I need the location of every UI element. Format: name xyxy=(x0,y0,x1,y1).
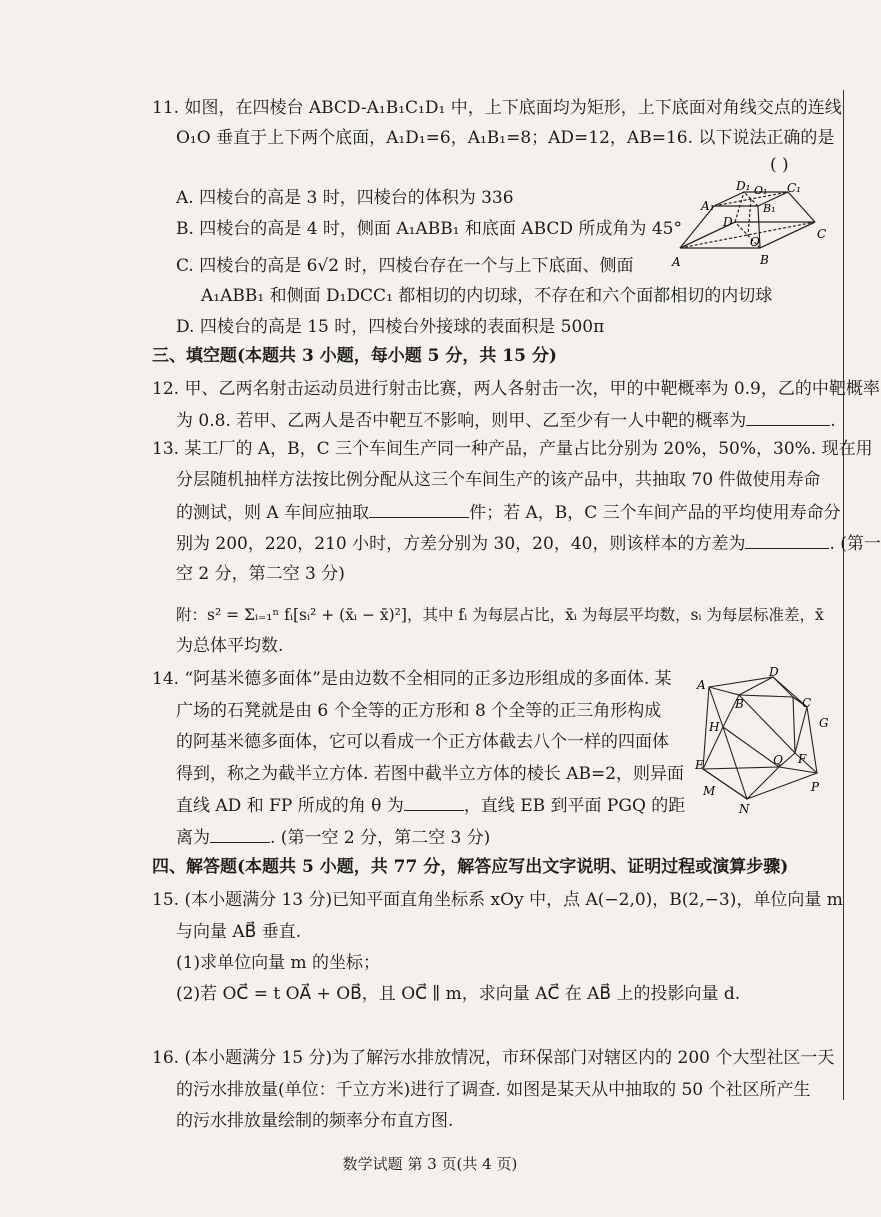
q16-line-2: 的污水排放量(单位：千立方米)进行了调查. 如图是某天从中抽取的 50 个社区所产生 xyxy=(176,1080,811,1100)
q14-line-2: 广场的石凳就是由 6 个全等的正方形和 8 个全等的正三角形构成 xyxy=(176,701,662,721)
cubo-label-p: P xyxy=(811,780,820,794)
q14-line-1: 14. “阿基米德多面体”是由边数不全相同的正多边形组成的多面体. 某 xyxy=(152,669,672,689)
frustum-label-o1: O₁ xyxy=(754,184,768,197)
q14-line-5 xyxy=(176,794,685,817)
q12-answer-blank[interactable] xyxy=(746,409,830,426)
cubo-label-h: H xyxy=(709,720,720,734)
q13-formula-note-2: 为总体平均数. xyxy=(176,636,284,656)
cubo-label-e: E xyxy=(695,758,704,772)
frustum-label-a1: A₁ xyxy=(701,199,715,213)
q11-option-b: B. 四棱台的高是 4 时，侧面 A₁ABB₁ 和底面 ABCD 所成角为 45° xyxy=(176,219,682,239)
q13-answer-blank-1[interactable] xyxy=(369,501,469,518)
cubo-label-n: N xyxy=(739,802,750,816)
q13-formula-note: 附：s² = Σᵢ₌₁ⁿ fᵢ[sᵢ² + (x̄ᵢ − x̄)²]，其中 fᵢ 为每层占比，x̄ᵢ 为每层平均数，sᵢ 为每层标准差，x̄ xyxy=(176,606,824,624)
q13-line-3-text-b: 件；若 A，B，C 三个车间产品的平均使用寿命分 xyxy=(469,503,841,523)
frustum-label-o: O xyxy=(750,235,760,249)
cubo-label-d: D xyxy=(769,665,779,679)
q11-line-1: 11. 如图，在四棱台 ABCD-A₁B₁C₁D₁ 中，上下底面均为矩形，上下底面对角线交点的连线 xyxy=(152,98,842,118)
cubo-label-a: A xyxy=(697,678,706,692)
q11-option-a: A. 四棱台的高是 3 时，四棱台的体积为 336 xyxy=(176,188,514,208)
cubo-label-g: G xyxy=(819,716,829,730)
q13-line-5: 空 2 分，第二空 3 分) xyxy=(176,564,345,584)
cuboctahedron-figure xyxy=(695,665,830,815)
right-margin-rule xyxy=(843,90,844,1100)
frustum-label-b: B xyxy=(760,253,769,267)
q15-line-1: 15. (本小题满分 13 分)已知平面直角坐标系 xOy 中，点 A(−2,0)，B(2,−3)，单位向量 m xyxy=(152,890,843,910)
q15-part-2: (2)若 OC⃗ = t OA⃗ + OB⃗，且 OC⃗ ∥ m，求向量 AC⃗ 在 AB⃗ 上的投影向量 d. xyxy=(176,984,741,1004)
cubo-label-q: Q xyxy=(773,753,783,767)
q13-line-3 xyxy=(176,501,841,524)
frustum-label-c1: C₁ xyxy=(787,181,801,195)
q16-line-3: 的污水排放量绘制的频率分布直方图. xyxy=(176,1111,454,1131)
q13-answer-blank-2[interactable] xyxy=(745,532,829,549)
q13-line-4 xyxy=(176,532,881,555)
q14-line-5-text-a: 直线 AD 和 FP 所成的角 θ 为 xyxy=(176,796,404,816)
q12-line-2 xyxy=(176,409,836,432)
q13-line-4-text-b: . (第一 xyxy=(829,534,881,554)
frustum-label-a: A xyxy=(672,255,681,269)
q14-line-6 xyxy=(176,826,490,849)
q11-option-d: D. 四棱台的高是 15 时，四棱台外接球的表面积是 500π xyxy=(176,317,605,337)
q14-line-3: 的阿基米德多面体，它可以看成一个正方体截去八个一样的四面体 xyxy=(176,732,669,752)
frustum-label-b1: B₁ xyxy=(763,202,776,215)
cubo-label-c: C xyxy=(802,696,812,710)
q13-line-2: 分层随机抽样方法按比例分配从这三个车间生产的该产品中，共抽取 70 件做使用寿命 xyxy=(176,470,821,490)
q11-answer-paren: ( ) xyxy=(770,155,789,175)
q15-line-2: 与向量 AB⃗ 垂直. xyxy=(176,922,302,942)
q14-line-4: 得到，称之为截半立方体. 若图中截半立方体的棱长 AB=2，则异面 xyxy=(176,764,685,784)
q14-answer-blank-1[interactable] xyxy=(404,794,464,811)
section-4-title: 四、解答题(本题共 5 小题，共 77 分，解答应写出文字说明、证明过程或演算步骤) xyxy=(152,857,789,877)
q14-line-6-text-b: . (第一空 2 分，第二空 3 分) xyxy=(270,828,491,848)
q13-line-1: 13. 某工厂的 A，B，C 三个车间生产同一种产品，产量占比分别为 20%，50%，30%. 现在用 xyxy=(152,439,873,459)
q11-option-c-line-1: C. 四棱台的高是 6√2 时，四棱台存在一个与上下底面、侧面 xyxy=(176,256,634,276)
q15-part-1: (1)求单位向量 m 的坐标； xyxy=(176,953,381,973)
frustum-label-c: C xyxy=(817,227,827,241)
q14-answer-blank-2[interactable] xyxy=(210,826,270,843)
cubo-label-m: M xyxy=(703,784,716,798)
q16-line-1: 16. (本小题满分 15 分)为了解污水排放情况，市环保部门对辖区内的 200 个大型社区一天 xyxy=(152,1048,835,1068)
cubo-label-f: F xyxy=(798,752,807,766)
frustum-label-d1: D₁ xyxy=(736,179,751,193)
q12-line-2-text: 为 0.8. 若甲、乙两人是否中靶互不影响，则甲、乙至少有一人中靶的概率为 xyxy=(176,411,747,431)
frustum-figure xyxy=(670,180,830,272)
q14-line-6-text-a: 离为 xyxy=(176,828,210,848)
q11-line-2: O₁O 垂直于上下两个底面，A₁D₁=6，A₁B₁=8；AD=12，AB=16. 以下说法正确的是 xyxy=(176,128,835,148)
q12-line-2-end: . xyxy=(830,411,836,431)
q11-option-c-line-2: A₁ABB₁ 和侧面 D₁DCC₁ 都相切的内切球，不存在和六个面都相切的内切球 xyxy=(201,286,773,306)
q12-line-1: 12. 甲、乙两名射击运动员进行射击比赛，两人各射击一次，甲的中靶概率为 0.9，乙的中靶概率 xyxy=(152,379,880,399)
q13-line-3-text-a: 的测试，则 A 车间应抽取 xyxy=(176,503,370,523)
frustum-label-d: D xyxy=(723,215,733,229)
page-footer: 数学试题 第 3 页(共 4 页) xyxy=(342,1155,518,1173)
cubo-label-b: B xyxy=(735,697,744,711)
section-3-title: 三、填空题(本题共 3 小题，每小题 5 分，共 15 分) xyxy=(152,346,557,366)
q13-line-4-text-a: 别为 200，220，210 小时，方差分别为 30，20，40，则该样本的方差为 xyxy=(176,534,746,554)
q14-line-5-text-b: ，直线 EB 到平面 PGQ 的距 xyxy=(463,796,686,816)
